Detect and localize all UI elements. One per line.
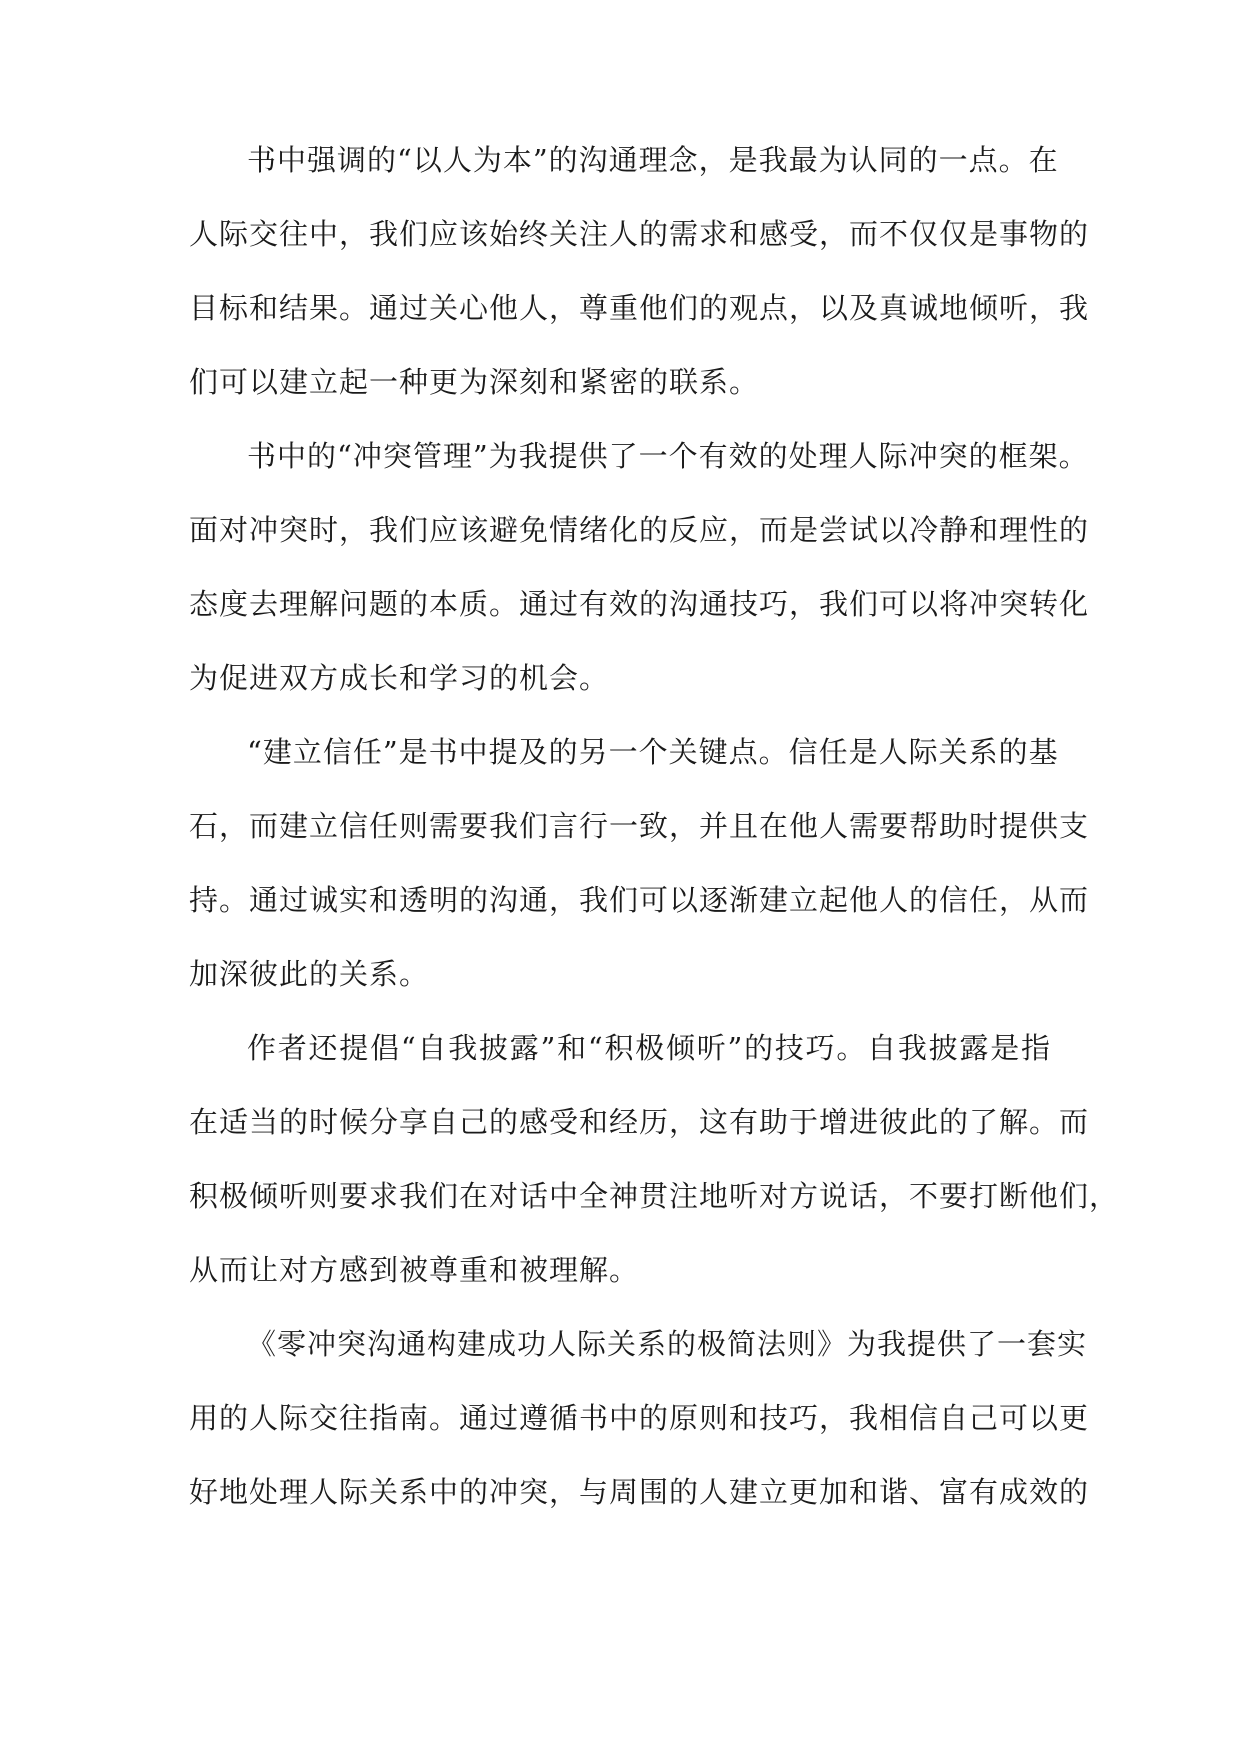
paragraph-2-line-4: 为促进双方成长和学习的机会。: [189, 661, 610, 695]
document-body: [189, 142, 1120, 1548]
paragraph-3-line-2: 石，而建立信任则需要我们言行一致，并且在他人需要帮助时提供支: [189, 809, 1090, 843]
paragraph-5-line-3: 好地处理人际关系中的冲突，与周围的人建立更加和谐、富有成效的: [189, 1475, 1090, 1509]
paragraph-1-line-4: 们可以建立起一种更为深刻和紧密的联系。: [189, 365, 760, 399]
paragraph-5-line-2: 用的人际交往指南。通过遵循书中的原则和技巧，我相信自己可以更: [189, 1401, 1090, 1435]
paragraph-4-line-1: 作者还提倡“自我披露”和“积极倾听”的技巧。自我披露是指: [247, 1031, 1051, 1065]
paragraph-3-line-1: “建立信任”是书中提及的另一个关键点。信任是人际关系的基: [247, 735, 1059, 769]
paragraph-1-line-1: 书中强调的“以人为本”的沟通理念，是我最为认同的一点。在: [247, 143, 1059, 177]
paragraph-2-line-1: 书中的“冲突管理”为我提供了一个有效的处理人际冲突的框架。: [247, 439, 1089, 473]
paragraph-5-line-1: 《零冲突沟通构建成功人际关系的极简法则》为我提供了一套实: [247, 1327, 1088, 1361]
paragraph-4-line-4: 从而让对方感到被尊重和被理解。: [189, 1253, 640, 1287]
paragraph-1-line-3: 目标和结果。通过关心他人，尊重他们的观点，以及真诚地倾听，我: [189, 291, 1090, 325]
paragraph-4-line-3: 积极倾听则要求我们在对话中全神贯注地听对方说话，不要打断他们，: [189, 1179, 1120, 1213]
paragraph-1-line-2: 人际交往中，我们应该始终关注人的需求和感受，而不仅仅是事物的: [189, 217, 1090, 251]
paragraph-2-line-2: 面对冲突时，我们应该避免情绪化的反应，而是尝试以冷静和理性的: [189, 513, 1090, 547]
paragraph-3-line-3: 持。通过诚实和透明的沟通，我们可以逐渐建立起他人的信任，从而: [189, 883, 1090, 917]
paragraph-2-line-3: 态度去理解问题的本质。通过有效的沟通技巧，我们可以将冲突转化: [189, 587, 1090, 621]
paragraph-4-line-2: 在适当的时候分享自己的感受和经历，这有助于增进彼此的了解。而: [189, 1105, 1090, 1139]
paragraph-3-line-4: 加深彼此的关系。: [189, 957, 430, 991]
